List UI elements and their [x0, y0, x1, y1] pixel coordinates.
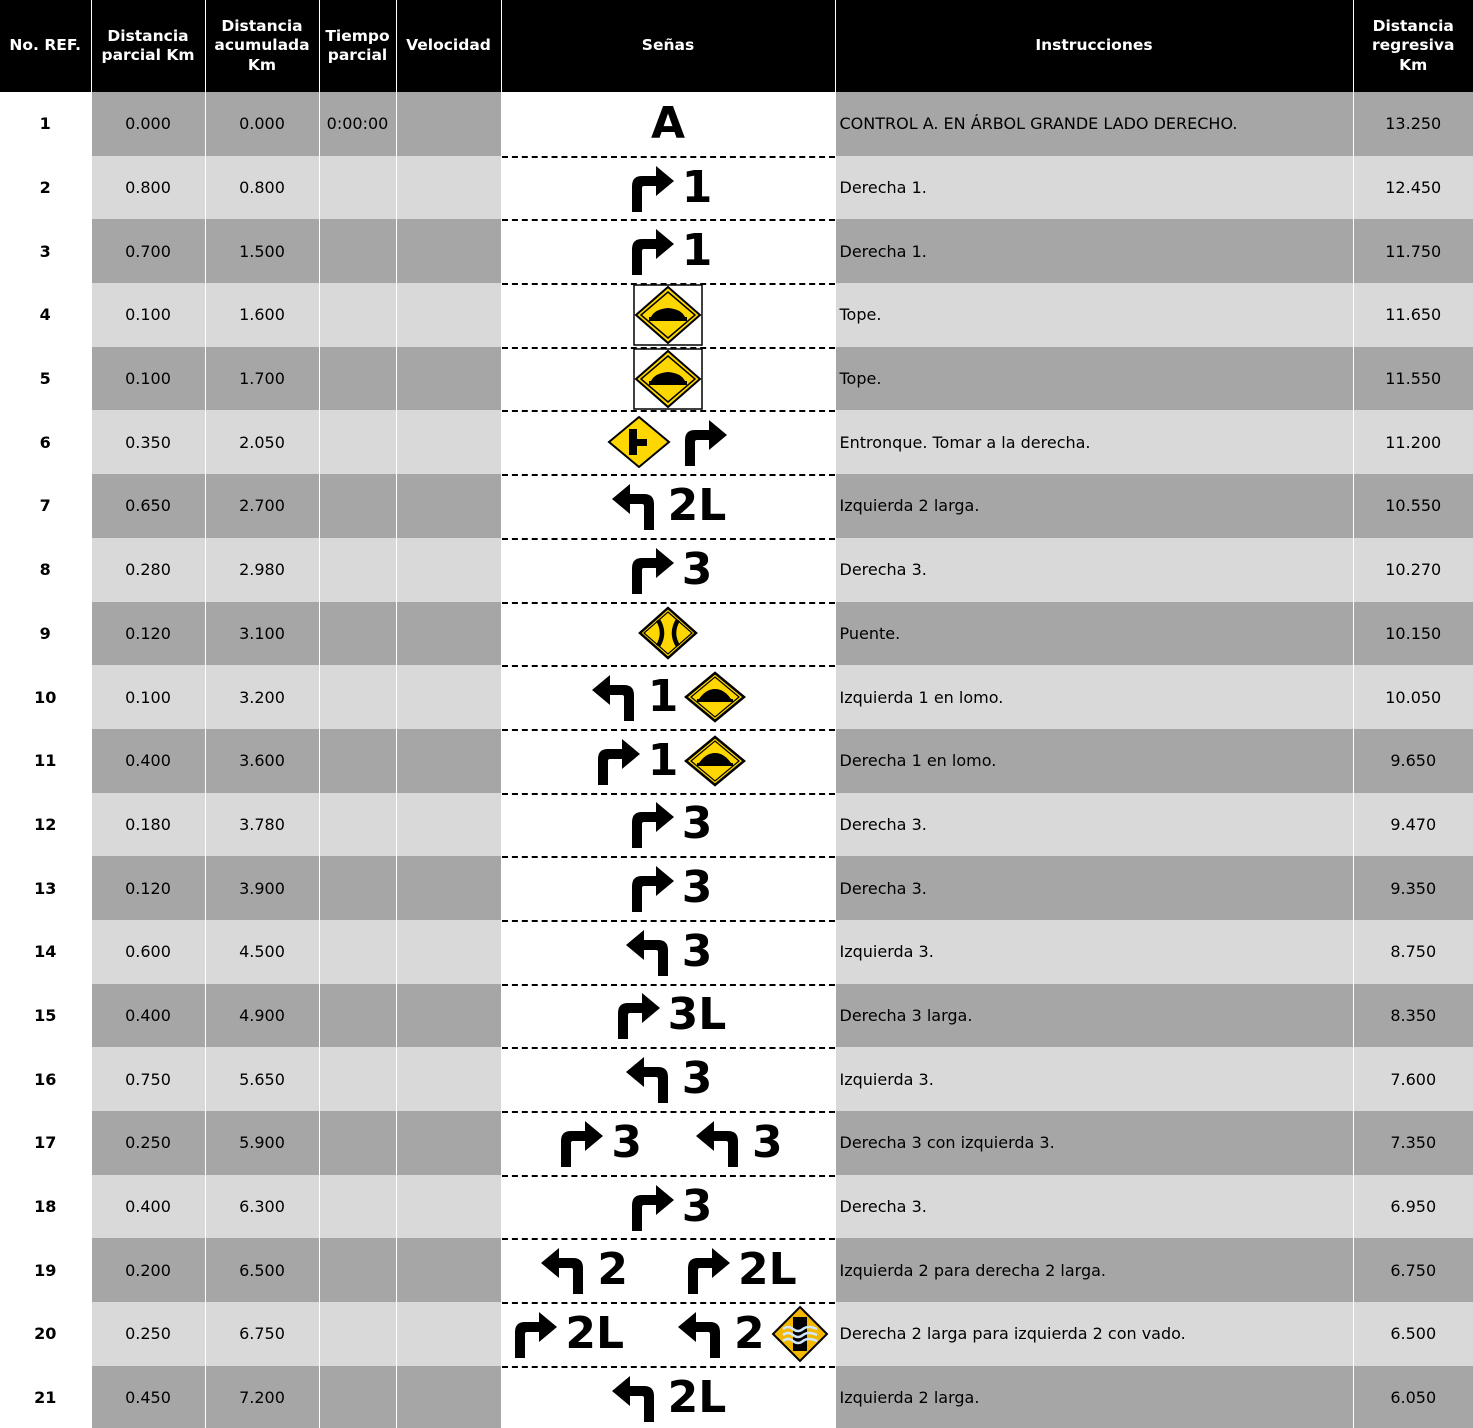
cell-ref: 6 — [0, 410, 91, 474]
cell-instrucciones: Izquierda 3. — [835, 1047, 1353, 1111]
cell-tiempo — [319, 1366, 396, 1428]
cell-regresiva: 11.750 — [1353, 219, 1473, 283]
header-ref: No. REF. — [0, 0, 91, 92]
cell-instrucciones: Tope. — [835, 347, 1353, 411]
header-acumulada: Distancia acumulada Km — [205, 0, 319, 92]
cell-tiempo: 0:00:00 — [319, 92, 396, 156]
turn-left-arrow-icon — [624, 1053, 676, 1105]
tope-speed-bump-sign-icon — [633, 348, 703, 410]
sign-group — [502, 1304, 835, 1364]
sign-label: 3 — [681, 543, 713, 595]
sign-group — [502, 540, 835, 600]
sign-group — [502, 349, 835, 409]
cell-instrucciones: Tope. — [835, 283, 1353, 347]
table-row — [0, 1047, 1473, 1111]
sign-label: 3 — [681, 798, 713, 850]
cell-acumulada: 6.500 — [205, 1238, 319, 1302]
table-row — [0, 793, 1473, 857]
cell-senas — [501, 474, 835, 538]
cell-tiempo — [319, 1302, 396, 1366]
cell-regresiva: 8.750 — [1353, 920, 1473, 984]
cell-regresiva: 13.250 — [1353, 92, 1473, 156]
sign-label: 3 — [681, 862, 713, 914]
cell-velocidad — [396, 92, 501, 156]
cell-instrucciones: Izquierda 2 larga. — [835, 474, 1353, 538]
table-row — [0, 602, 1473, 666]
table-row — [0, 1238, 1473, 1302]
cell-instrucciones: Derecha 1 en lomo. — [835, 729, 1353, 793]
sign-group — [502, 285, 835, 345]
cell-senas — [501, 156, 835, 220]
cell-senas — [501, 219, 835, 283]
header-instrucciones: Instrucciones — [835, 0, 1353, 92]
cell-instrucciones: Izquierda 1 en lomo. — [835, 665, 1353, 729]
turn-left-arrow-icon — [676, 1308, 728, 1360]
cell-parcial: 0.200 — [91, 1238, 205, 1302]
cell-acumulada: 2.050 — [205, 410, 319, 474]
cell-ref: 2 — [0, 156, 91, 220]
cell-regresiva: 10.270 — [1353, 538, 1473, 602]
table-row — [0, 665, 1473, 729]
cell-senas — [501, 793, 835, 857]
cell-velocidad — [396, 1111, 501, 1175]
cell-regresiva: 9.470 — [1353, 793, 1473, 857]
header-senas: Señas — [501, 0, 835, 92]
sign-group — [502, 158, 835, 218]
sign-group — [502, 794, 835, 854]
sign-group — [502, 922, 835, 982]
cell-regresiva: 6.050 — [1353, 1366, 1473, 1428]
sign-label: 3 — [681, 1180, 713, 1232]
cell-senas — [501, 856, 835, 920]
hump-sign-icon — [684, 671, 746, 723]
cell-velocidad — [396, 856, 501, 920]
cell-velocidad — [396, 219, 501, 283]
turn-left-arrow-icon — [610, 480, 662, 532]
cell-ref: 8 — [0, 538, 91, 602]
cell-tiempo — [319, 665, 396, 729]
cell-acumulada: 1.600 — [205, 283, 319, 347]
table-row — [0, 1175, 1473, 1239]
cell-senas — [501, 1047, 835, 1111]
sign-group — [502, 667, 835, 727]
cell-acumulada: 0.000 — [205, 92, 319, 156]
cell-parcial: 0.650 — [91, 474, 205, 538]
cell-instrucciones: Puente. — [835, 602, 1353, 666]
vado-ford-sign-icon — [771, 1305, 829, 1363]
cell-parcial: 0.400 — [91, 984, 205, 1048]
cell-acumulada: 5.650 — [205, 1047, 319, 1111]
cell-ref: 12 — [0, 793, 91, 857]
sign-label: 1 — [681, 161, 713, 213]
tope-speed-bump-sign-icon — [633, 284, 703, 346]
cell-acumulada: 2.700 — [205, 474, 319, 538]
cell-tiempo — [319, 347, 396, 411]
cell-instrucciones: Izquierda 3. — [835, 920, 1353, 984]
table-row — [0, 729, 1473, 793]
cell-parcial: 0.400 — [91, 729, 205, 793]
sign-label: 2 — [734, 1307, 765, 1359]
cell-senas — [501, 665, 835, 729]
cell-regresiva: 6.500 — [1353, 1302, 1473, 1366]
cell-velocidad — [396, 984, 501, 1048]
cell-acumulada: 5.900 — [205, 1111, 319, 1175]
sign-group — [502, 94, 835, 154]
turn-right-arrow-icon — [624, 1181, 676, 1233]
cell-senas — [501, 347, 835, 411]
cell-velocidad — [396, 1238, 501, 1302]
cell-ref: 16 — [0, 1047, 91, 1111]
cell-velocidad — [396, 602, 501, 666]
cell-ref: 11 — [0, 729, 91, 793]
cell-regresiva: 11.550 — [1353, 347, 1473, 411]
cell-regresiva: 9.650 — [1353, 729, 1473, 793]
cell-parcial: 0.750 — [91, 1047, 205, 1111]
header-parcial: Distancia parcial Km — [91, 0, 205, 92]
cell-parcial: 0.000 — [91, 92, 205, 156]
sign-group — [502, 731, 835, 791]
cell-senas — [501, 283, 835, 347]
sign-label: 2L — [737, 1244, 797, 1296]
cell-tiempo — [319, 474, 396, 538]
table-row — [0, 92, 1473, 156]
cell-tiempo — [319, 920, 396, 984]
sign-label: 1 — [647, 671, 679, 723]
cell-regresiva: 6.750 — [1353, 1238, 1473, 1302]
cell-acumulada: 1.500 — [205, 219, 319, 283]
table-row — [0, 856, 1473, 920]
cell-acumulada: 0.800 — [205, 156, 319, 220]
sign-label: A — [650, 97, 686, 149]
bridge-sign-icon — [638, 606, 698, 660]
cell-tiempo — [319, 410, 396, 474]
turn-right-arrow-icon — [590, 735, 642, 787]
cell-velocidad — [396, 729, 501, 793]
sign-group — [502, 1240, 835, 1300]
cell-ref: 5 — [0, 347, 91, 411]
turn-left-arrow-icon — [610, 1372, 662, 1424]
cell-parcial: 0.700 — [91, 219, 205, 283]
sign-group — [502, 476, 835, 536]
cell-acumulada: 3.900 — [205, 856, 319, 920]
cell-tiempo — [319, 219, 396, 283]
sign-label: 3 — [681, 1053, 713, 1105]
cell-regresiva: 7.600 — [1353, 1047, 1473, 1111]
cell-ref: 14 — [0, 920, 91, 984]
cell-parcial: 0.280 — [91, 538, 205, 602]
cell-instrucciones: Derecha 3 larga. — [835, 984, 1353, 1048]
header-row — [0, 0, 1473, 92]
cell-regresiva: 10.550 — [1353, 474, 1473, 538]
cell-velocidad — [396, 1047, 501, 1111]
sign-group — [502, 858, 835, 918]
turn-left-arrow-icon — [539, 1244, 591, 1296]
turn-left-arrow-icon — [694, 1117, 746, 1169]
turn-left-arrow-icon — [590, 671, 642, 723]
cell-ref: 21 — [0, 1366, 91, 1428]
table-row — [0, 283, 1473, 347]
cell-acumulada: 6.750 — [205, 1302, 319, 1366]
cell-ref: 19 — [0, 1238, 91, 1302]
sign-label: 2L — [667, 1371, 727, 1423]
cell-regresiva: 10.050 — [1353, 665, 1473, 729]
turn-right-arrow-icon — [624, 798, 676, 850]
cell-senas — [501, 729, 835, 793]
cell-ref: 7 — [0, 474, 91, 538]
cell-tiempo — [319, 1111, 396, 1175]
table-row — [0, 410, 1473, 474]
cell-regresiva: 7.350 — [1353, 1111, 1473, 1175]
cell-tiempo — [319, 283, 396, 347]
cell-tiempo — [319, 729, 396, 793]
cell-parcial: 0.100 — [91, 665, 205, 729]
cell-velocidad — [396, 283, 501, 347]
table-row — [0, 1366, 1473, 1428]
cell-tiempo — [319, 1175, 396, 1239]
turn-right-arrow-icon — [624, 162, 676, 214]
sign-group — [502, 1049, 835, 1109]
cell-senas — [501, 920, 835, 984]
cell-velocidad — [396, 665, 501, 729]
cell-regresiva: 11.650 — [1353, 283, 1473, 347]
cell-velocidad — [396, 538, 501, 602]
sign-label: 3L — [667, 989, 727, 1041]
cell-acumulada: 4.900 — [205, 984, 319, 1048]
cell-ref: 20 — [0, 1302, 91, 1366]
hump-sign-icon — [684, 735, 746, 787]
cell-parcial: 0.180 — [91, 793, 205, 857]
cell-ref: 10 — [0, 665, 91, 729]
cell-instrucciones: Entronque. Tomar a la derecha. — [835, 410, 1353, 474]
cell-ref: 18 — [0, 1175, 91, 1239]
header-tiempo: Tiempo parcial — [319, 0, 396, 92]
cell-parcial: 0.350 — [91, 410, 205, 474]
turn-right-arrow-icon — [553, 1117, 605, 1169]
cell-instrucciones: Derecha 3. — [835, 1175, 1353, 1239]
table-row — [0, 920, 1473, 984]
cell-ref: 13 — [0, 856, 91, 920]
sign-label: 3 — [681, 925, 713, 977]
cell-regresiva: 8.350 — [1353, 984, 1473, 1048]
turn-right-arrow-icon — [610, 989, 662, 1041]
sign-group — [502, 412, 835, 472]
sign-group — [502, 1113, 835, 1173]
turn-right-arrow-icon — [624, 862, 676, 914]
header-regresiva: Distancia regresiva Km — [1353, 0, 1473, 92]
cell-tiempo — [319, 538, 396, 602]
cell-ref: 3 — [0, 219, 91, 283]
cell-senas — [501, 538, 835, 602]
cell-senas — [501, 1111, 835, 1175]
table-row — [0, 1302, 1473, 1366]
cell-ref: 17 — [0, 1111, 91, 1175]
cell-parcial: 0.800 — [91, 156, 205, 220]
cell-acumulada: 2.980 — [205, 538, 319, 602]
sign-group — [502, 1368, 835, 1428]
cell-ref: 1 — [0, 92, 91, 156]
turn-right-arrow-icon — [677, 416, 729, 468]
cell-instrucciones: Derecha 1. — [835, 219, 1353, 283]
cell-parcial: 0.600 — [91, 920, 205, 984]
cell-tiempo — [319, 156, 396, 220]
cell-acumulada: 7.200 — [205, 1366, 319, 1428]
cell-senas — [501, 1302, 835, 1366]
sign-label: 2L — [667, 479, 727, 531]
cell-tiempo — [319, 1238, 396, 1302]
table-row — [0, 1111, 1473, 1175]
turn-right-arrow-icon — [680, 1244, 732, 1296]
sign-label: 1 — [681, 225, 713, 277]
cell-instrucciones: Derecha 3. — [835, 793, 1353, 857]
sign-label: 3 — [752, 1116, 783, 1168]
cell-velocidad — [396, 1302, 501, 1366]
cell-velocidad — [396, 347, 501, 411]
cell-parcial: 0.450 — [91, 1366, 205, 1428]
sign-label: 2 — [597, 1244, 628, 1296]
cell-instrucciones: Derecha 3. — [835, 538, 1353, 602]
cell-acumulada: 6.300 — [205, 1175, 319, 1239]
cell-instrucciones: Derecha 2 larga para izquierda 2 con vado. — [835, 1302, 1353, 1366]
cell-velocidad — [396, 793, 501, 857]
table-row — [0, 538, 1473, 602]
cell-acumulada: 4.500 — [205, 920, 319, 984]
header-velocidad: Velocidad — [396, 0, 501, 92]
table-row — [0, 347, 1473, 411]
cell-instrucciones: Izquierda 2 para derecha 2 larga. — [835, 1238, 1353, 1302]
table-row — [0, 156, 1473, 220]
cell-tiempo — [319, 1047, 396, 1111]
cell-ref: 4 — [0, 283, 91, 347]
cell-instrucciones: Derecha 1. — [835, 156, 1353, 220]
cell-senas — [501, 1175, 835, 1239]
cell-senas — [501, 1238, 835, 1302]
junction-sign-icon — [607, 415, 671, 469]
cell-tiempo — [319, 793, 396, 857]
cell-regresiva: 12.450 — [1353, 156, 1473, 220]
cell-tiempo — [319, 602, 396, 666]
cell-instrucciones: Derecha 3. — [835, 856, 1353, 920]
sign-label: 3 — [611, 1116, 642, 1168]
sign-label: 2L — [565, 1307, 625, 1359]
cell-senas — [501, 984, 835, 1048]
sign-group — [502, 603, 835, 663]
table-row — [0, 219, 1473, 283]
turn-right-arrow-icon — [507, 1308, 559, 1360]
cell-parcial: 0.400 — [91, 1175, 205, 1239]
sign-group — [502, 1177, 835, 1237]
turn-left-arrow-icon — [624, 926, 676, 978]
cell-senas — [501, 1366, 835, 1428]
cell-regresiva: 10.150 — [1353, 602, 1473, 666]
cell-parcial: 0.100 — [91, 347, 205, 411]
cell-parcial: 0.120 — [91, 856, 205, 920]
cell-senas — [501, 410, 835, 474]
cell-velocidad — [396, 1175, 501, 1239]
cell-velocidad — [396, 474, 501, 538]
cell-regresiva: 9.350 — [1353, 856, 1473, 920]
cell-parcial: 0.100 — [91, 283, 205, 347]
cell-acumulada: 1.700 — [205, 347, 319, 411]
sign-group — [502, 985, 835, 1045]
cell-ref: 15 — [0, 984, 91, 1048]
cell-tiempo — [319, 984, 396, 1048]
cell-parcial: 0.250 — [91, 1302, 205, 1366]
table-row — [0, 984, 1473, 1048]
cell-velocidad — [396, 920, 501, 984]
turn-right-arrow-icon — [624, 544, 676, 596]
cell-instrucciones: Derecha 3 con izquierda 3. — [835, 1111, 1353, 1175]
sign-label: 1 — [647, 734, 679, 786]
cell-velocidad — [396, 1366, 501, 1428]
cell-acumulada: 3.200 — [205, 665, 319, 729]
table-row — [0, 474, 1473, 538]
cell-ref: 9 — [0, 602, 91, 666]
cell-senas — [501, 92, 835, 156]
cell-parcial: 0.250 — [91, 1111, 205, 1175]
cell-regresiva: 6.950 — [1353, 1175, 1473, 1239]
cell-velocidad — [396, 410, 501, 474]
cell-velocidad — [396, 156, 501, 220]
cell-parcial: 0.120 — [91, 602, 205, 666]
turn-right-arrow-icon — [624, 225, 676, 277]
sign-group — [502, 221, 835, 281]
cell-acumulada: 3.100 — [205, 602, 319, 666]
cell-acumulada: 3.600 — [205, 729, 319, 793]
cell-instrucciones: Izquierda 2 larga. — [835, 1366, 1353, 1428]
cell-acumulada: 3.780 — [205, 793, 319, 857]
cell-senas — [501, 602, 835, 666]
cell-tiempo — [319, 856, 396, 920]
cell-regresiva: 11.200 — [1353, 410, 1473, 474]
cell-instrucciones: CONTROL A. EN ÁRBOL GRANDE LADO DERECHO. — [835, 92, 1353, 156]
